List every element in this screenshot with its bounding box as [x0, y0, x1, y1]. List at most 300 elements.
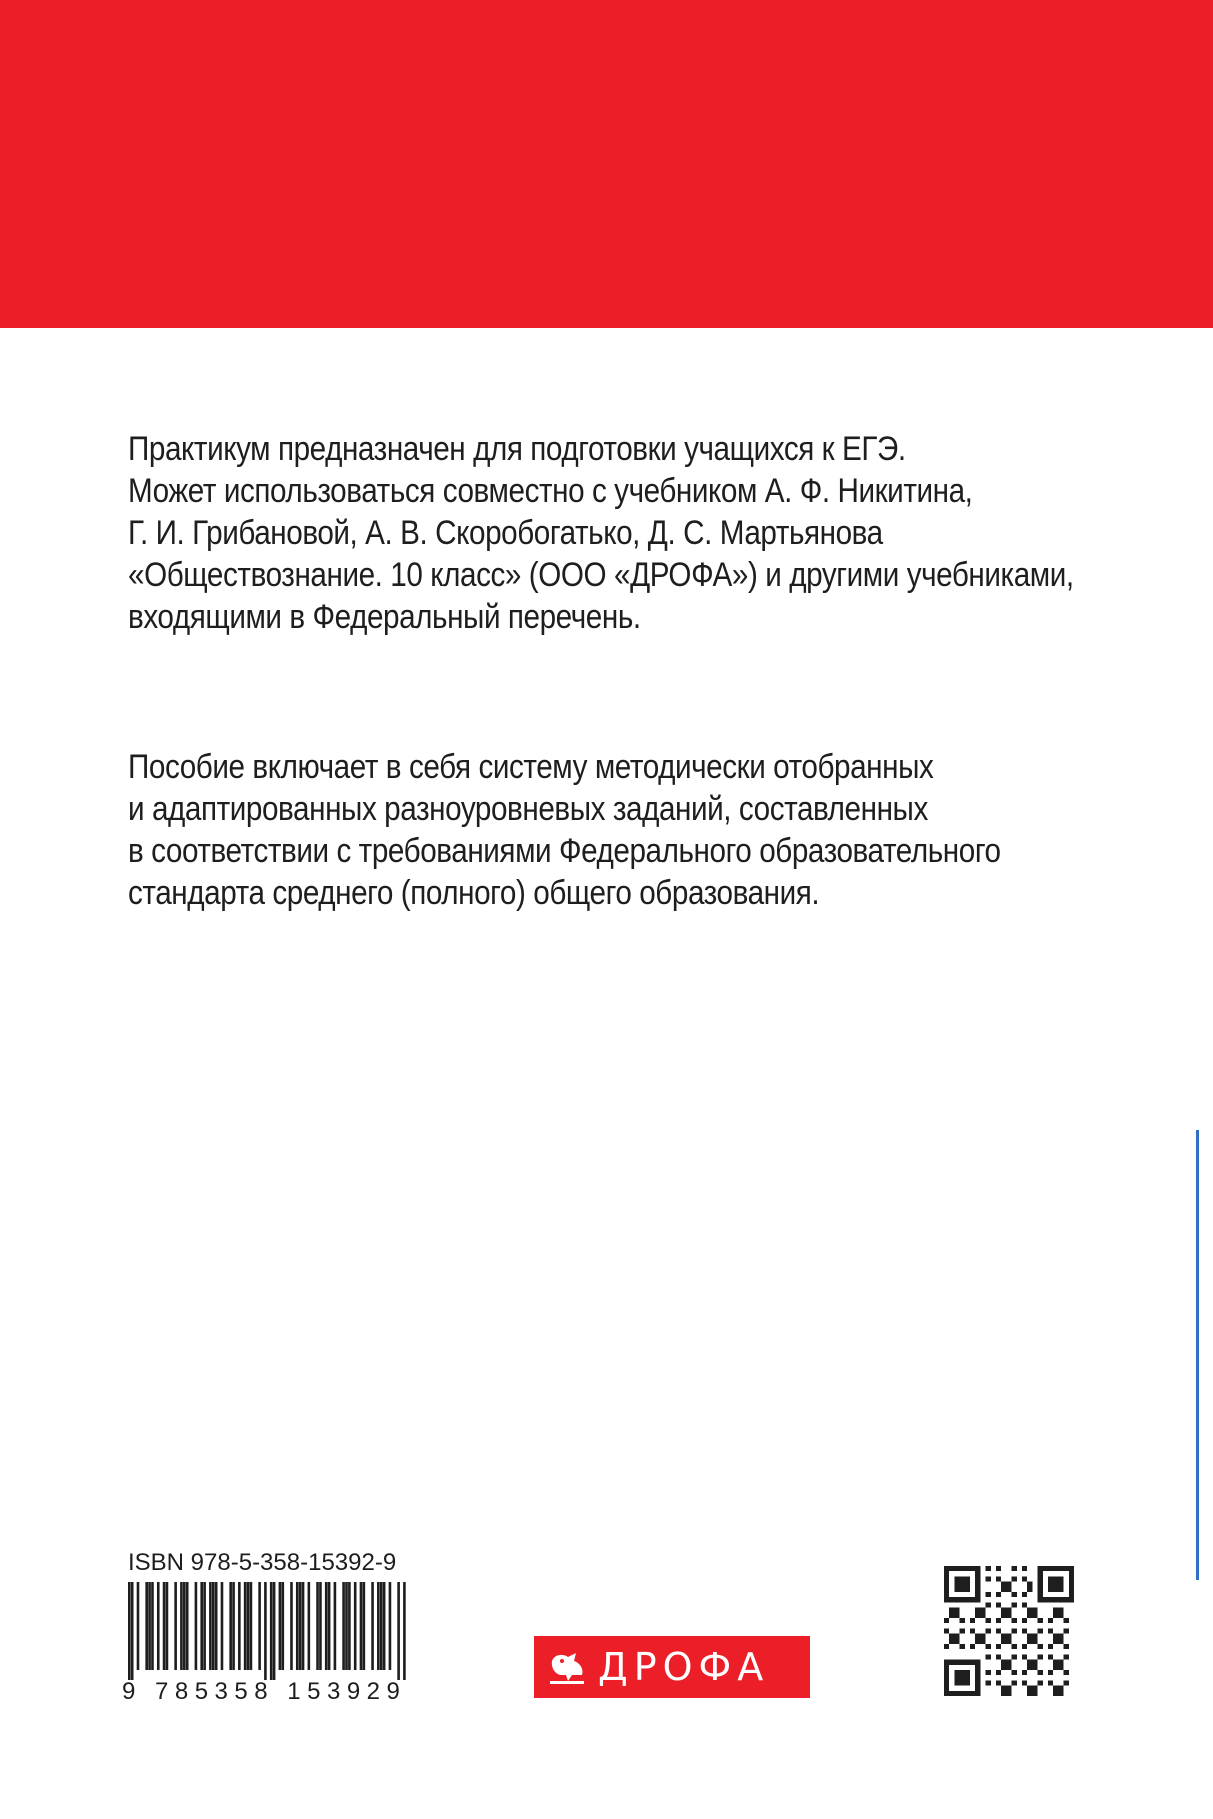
qr-module	[1006, 1639, 1011, 1644]
qr-module	[1069, 1582, 1074, 1587]
qr-module	[1064, 1566, 1069, 1571]
barcode-bar	[250, 1582, 253, 1670]
qr-module	[1053, 1566, 1058, 1571]
qr-module	[1053, 1639, 1058, 1644]
barcode-bar	[342, 1582, 345, 1670]
publisher-name: ДРОФА	[598, 1645, 770, 1689]
qr-module	[1058, 1597, 1063, 1602]
barcode-bar	[363, 1582, 366, 1670]
qr-module	[1012, 1592, 1017, 1597]
qr-module	[1038, 1680, 1043, 1685]
qr-module	[986, 1680, 991, 1685]
qr-module	[975, 1634, 980, 1639]
qr-module	[1022, 1654, 1027, 1659]
qr-module	[1058, 1634, 1063, 1639]
qr-module	[970, 1628, 975, 1633]
qr-module	[1048, 1582, 1053, 1587]
qr-module	[960, 1582, 965, 1587]
qr-module	[1001, 1582, 1006, 1587]
qr-module	[965, 1576, 970, 1581]
qr-module	[960, 1618, 965, 1623]
qr-module	[1027, 1691, 1032, 1696]
qr-module	[986, 1628, 991, 1633]
barcode-bar	[137, 1582, 140, 1670]
qr-module	[954, 1691, 959, 1696]
qr-module	[1038, 1644, 1043, 1649]
qr-module	[949, 1660, 954, 1665]
qr-module	[1053, 1686, 1058, 1691]
qr-module	[1069, 1587, 1074, 1592]
barcode-bar	[389, 1582, 392, 1670]
qr-module	[975, 1592, 980, 1597]
qr-module	[944, 1582, 949, 1587]
qr-module	[949, 1597, 954, 1602]
qr-module	[1027, 1587, 1032, 1592]
qr-module	[944, 1665, 949, 1670]
barcode-bar	[212, 1582, 215, 1670]
qr-module	[944, 1587, 949, 1592]
qr-module	[970, 1618, 975, 1623]
qr-module	[1001, 1665, 1006, 1670]
qr-module	[1032, 1660, 1037, 1665]
qr-module	[975, 1691, 980, 1696]
qr-module	[1048, 1644, 1053, 1649]
qr-module	[975, 1576, 980, 1581]
isbn-barcode	[128, 1582, 406, 1680]
qr-module	[970, 1660, 975, 1665]
qr-module	[975, 1566, 980, 1571]
qr-module	[986, 1670, 991, 1675]
qr-module	[1032, 1613, 1037, 1618]
qr-module	[944, 1566, 949, 1571]
barcode-bar	[316, 1582, 319, 1670]
qr-module	[954, 1680, 959, 1685]
qr-module	[965, 1597, 970, 1602]
barcode-bar	[186, 1582, 189, 1670]
barcode-bar	[180, 1582, 183, 1670]
qr-module	[996, 1680, 1001, 1685]
qr-module	[986, 1618, 991, 1623]
qr-module	[949, 1608, 954, 1613]
barcode-bar	[273, 1582, 276, 1680]
paragraph-line: входящими в Федеральный перечень.	[128, 598, 641, 636]
qr-module	[1022, 1618, 1027, 1623]
barcode-bar	[183, 1582, 186, 1670]
qr-module	[996, 1654, 1001, 1659]
qr-module	[1058, 1665, 1063, 1670]
qr-module	[1048, 1628, 1053, 1633]
qr-module	[1001, 1608, 1006, 1613]
qr-module	[1038, 1582, 1043, 1587]
barcode-bar	[371, 1582, 374, 1670]
qr-module	[1048, 1597, 1053, 1602]
qr-module	[949, 1566, 954, 1571]
barcode-bar	[299, 1582, 302, 1670]
qr-module	[1058, 1639, 1063, 1644]
barcode-digits: 9 785358 153929	[122, 1678, 407, 1705]
barcode-bar	[128, 1582, 131, 1680]
qr-module	[980, 1608, 985, 1613]
qr-module	[1012, 1680, 1017, 1685]
qr-module	[1043, 1566, 1048, 1571]
qr-module	[1038, 1571, 1043, 1576]
qr-module	[944, 1644, 949, 1649]
barcode-bar	[308, 1582, 311, 1670]
qr-module	[975, 1608, 980, 1613]
qr-module	[1043, 1597, 1048, 1602]
qr-module	[944, 1675, 949, 1680]
qr-module	[1012, 1644, 1017, 1649]
qr-module	[986, 1592, 991, 1597]
qr-module	[1027, 1634, 1032, 1639]
qr-module	[944, 1618, 949, 1623]
qr-module	[1001, 1691, 1006, 1696]
qr-module	[970, 1644, 975, 1649]
barcode-bar	[264, 1582, 267, 1680]
barcode-bar	[281, 1582, 284, 1670]
bird-logo-icon	[546, 1645, 590, 1689]
barcode-bar	[279, 1582, 282, 1670]
qr-module	[1038, 1597, 1043, 1602]
qr-module	[944, 1597, 949, 1602]
paragraph-line: Пособие включает в себя систему методически отобранных	[128, 748, 934, 786]
barcode-bar	[348, 1582, 351, 1670]
qr-module	[944, 1670, 949, 1675]
qr-module	[975, 1571, 980, 1576]
qr-module	[1038, 1618, 1043, 1623]
qr-module	[975, 1660, 980, 1665]
qr-module	[960, 1670, 965, 1675]
barcode-bar	[319, 1582, 322, 1670]
barcode-bar	[148, 1582, 151, 1670]
qr-module	[949, 1634, 954, 1639]
qr-module	[944, 1576, 949, 1581]
qr-module	[944, 1691, 949, 1696]
qr-module	[1053, 1665, 1058, 1670]
qr-module	[1069, 1566, 1074, 1571]
qr-module	[1022, 1680, 1027, 1685]
qr-module	[1027, 1608, 1032, 1613]
qr-module	[1048, 1670, 1053, 1675]
qr-module	[1053, 1613, 1058, 1618]
qr-module	[1027, 1639, 1032, 1644]
qr-module	[1001, 1587, 1006, 1592]
qr-module	[1027, 1665, 1032, 1670]
qr-module	[986, 1576, 991, 1581]
qr-module	[980, 1634, 985, 1639]
qr-module	[1069, 1592, 1074, 1597]
qr-module	[1006, 1691, 1011, 1696]
qr-module	[970, 1691, 975, 1696]
qr-module	[954, 1660, 959, 1665]
qr-module	[1001, 1686, 1006, 1691]
qr-module	[1006, 1686, 1011, 1691]
paragraph-line: «Обществознание. 10 класс» (ООО «ДРОФА») и другими учебниками,	[128, 556, 1074, 594]
barcode-bar	[174, 1582, 177, 1670]
barcode-bar	[334, 1582, 337, 1670]
barcode-bar	[345, 1582, 348, 1670]
qr-module	[1022, 1670, 1027, 1675]
qr-module	[954, 1634, 959, 1639]
qr-module	[1006, 1608, 1011, 1613]
barcode-bar	[166, 1582, 169, 1670]
qr-module	[1053, 1608, 1058, 1613]
qr-module	[996, 1670, 1001, 1675]
barcode-bar	[397, 1582, 400, 1680]
top-color-band	[0, 0, 1213, 328]
qr-module	[1012, 1618, 1017, 1623]
qr-module	[1006, 1587, 1011, 1592]
barcode-bar	[377, 1582, 380, 1670]
qr-module	[1069, 1597, 1074, 1602]
qr-module	[1053, 1576, 1058, 1581]
barcode-bar	[302, 1582, 305, 1670]
qr-module	[954, 1608, 959, 1613]
qr-module	[996, 1566, 1001, 1571]
barcode-bar	[131, 1582, 134, 1680]
barcode-bar	[151, 1582, 154, 1670]
qr-module	[1032, 1639, 1037, 1644]
barcode-bar	[232, 1582, 235, 1670]
barcode-bar	[296, 1582, 299, 1670]
qr-module	[1058, 1660, 1063, 1665]
qr-module	[1048, 1576, 1053, 1581]
qr-module	[975, 1613, 980, 1618]
qr-module	[1038, 1587, 1043, 1592]
qr-module	[1038, 1592, 1043, 1597]
barcode-bar	[325, 1582, 328, 1670]
qr-module	[1032, 1665, 1037, 1670]
qr-module	[1064, 1644, 1069, 1649]
paragraph-line: в соответствии с требованиями Федерального образовательного	[128, 832, 1001, 870]
qr-module	[1022, 1566, 1027, 1571]
paragraph-line: Г. И. Грибановой, А. В. Скоробогатько, Д. С. Мартьянова	[128, 514, 883, 552]
qr-module	[1053, 1660, 1058, 1665]
qr-module	[1022, 1644, 1027, 1649]
qr-module	[954, 1576, 959, 1581]
barcode-bar	[195, 1582, 198, 1670]
qr-module	[960, 1675, 965, 1680]
barcode-bar	[270, 1582, 273, 1680]
qr-module	[1027, 1660, 1032, 1665]
qr-module	[1038, 1576, 1043, 1581]
qr-module	[960, 1587, 965, 1592]
qr-module	[975, 1680, 980, 1685]
qr-module	[1038, 1654, 1043, 1659]
qr-module	[980, 1639, 985, 1644]
qr-module	[975, 1639, 980, 1644]
qr-module	[975, 1582, 980, 1587]
qr-module	[1064, 1654, 1069, 1659]
qr-module	[1027, 1686, 1032, 1691]
qr-module	[996, 1602, 1001, 1607]
qr-module	[996, 1618, 1001, 1623]
qr-module	[960, 1680, 965, 1685]
barcode-bar	[238, 1582, 241, 1670]
qr-module	[1032, 1634, 1037, 1639]
qr-module	[1038, 1670, 1043, 1675]
qr-module	[1006, 1634, 1011, 1639]
qr-module	[975, 1675, 980, 1680]
qr-module	[996, 1628, 1001, 1633]
barcode-bar	[383, 1582, 386, 1670]
barcode-bar	[200, 1582, 203, 1670]
qr-module	[975, 1597, 980, 1602]
qr-module	[1058, 1587, 1063, 1592]
qr-module	[1064, 1628, 1069, 1633]
qr-module	[960, 1566, 965, 1571]
qr-module	[1032, 1691, 1037, 1696]
qr-module	[996, 1576, 1001, 1581]
qr-module	[1012, 1602, 1017, 1607]
qr-module	[1064, 1618, 1069, 1623]
barcode-bar	[290, 1582, 293, 1670]
qr-module	[965, 1680, 970, 1685]
qr-module	[944, 1686, 949, 1691]
qr-module	[1064, 1597, 1069, 1602]
qr-module	[1053, 1691, 1058, 1696]
qr-module	[1058, 1686, 1063, 1691]
qr-module	[1069, 1571, 1074, 1576]
qr-module	[944, 1680, 949, 1685]
qr-module	[1058, 1608, 1063, 1613]
qr-module	[1038, 1628, 1043, 1633]
barcode-bar	[380, 1582, 383, 1670]
qr-module	[986, 1654, 991, 1659]
qr-module	[944, 1571, 949, 1576]
qr-module	[944, 1592, 949, 1597]
barcode-bar	[328, 1582, 331, 1670]
barcode-bar	[215, 1582, 218, 1670]
qr-module	[996, 1592, 1001, 1597]
qr-module	[1006, 1660, 1011, 1665]
qr-module	[965, 1587, 970, 1592]
barcode-bar	[163, 1582, 166, 1670]
qr-module	[949, 1613, 954, 1618]
qr-module	[975, 1686, 980, 1691]
qr-module	[1001, 1639, 1006, 1644]
qr-module	[954, 1670, 959, 1675]
qr-module	[954, 1597, 959, 1602]
paragraph-line: стандарта среднего (полного) общего образования.	[128, 874, 820, 912]
qr-module	[1053, 1582, 1058, 1587]
qr-module	[1053, 1597, 1058, 1602]
qr-module	[954, 1566, 959, 1571]
qr-module	[1006, 1665, 1011, 1670]
qr-module	[1064, 1670, 1069, 1675]
paragraph-line: Может использоваться совместно с учебником А. Ф. Никитина,	[128, 472, 973, 510]
description-paragraph-1	[128, 428, 1074, 638]
qr-module	[960, 1576, 965, 1581]
barcode-bar	[360, 1582, 363, 1670]
qr-module	[954, 1587, 959, 1592]
qr-code-icon	[944, 1566, 1074, 1696]
qr-module	[965, 1566, 970, 1571]
qr-module	[954, 1582, 959, 1587]
qr-module	[1058, 1566, 1063, 1571]
qr-module	[1048, 1654, 1053, 1659]
paragraph-line: Практикум предназначен для подготовки учащихся к ЕГЭ.	[128, 430, 906, 468]
barcode-bar	[209, 1582, 212, 1670]
isbn-label: ISBN 978-5-358-15392-9	[128, 1549, 397, 1576]
barcode-bar	[403, 1582, 406, 1680]
qr-module	[1012, 1576, 1017, 1581]
qr-module	[949, 1639, 954, 1644]
qr-module	[1053, 1634, 1058, 1639]
qr-module	[1032, 1686, 1037, 1691]
qr-module	[1027, 1613, 1032, 1618]
qr-module	[986, 1644, 991, 1649]
qr-module	[960, 1691, 965, 1696]
qr-module	[986, 1566, 991, 1571]
qr-module	[1022, 1628, 1027, 1633]
qr-module	[1038, 1566, 1043, 1571]
qr-module	[1022, 1576, 1027, 1581]
qr-module	[965, 1670, 970, 1675]
qr-module	[1001, 1613, 1006, 1618]
qr-module	[1001, 1660, 1006, 1665]
qr-module	[960, 1660, 965, 1665]
qr-module	[1012, 1566, 1017, 1571]
qr-module	[1058, 1691, 1063, 1696]
barcode-bar	[229, 1582, 232, 1670]
qr-module	[975, 1670, 980, 1675]
qr-module	[970, 1597, 975, 1602]
qr-module	[975, 1665, 980, 1670]
qr-module	[1012, 1654, 1017, 1659]
qr-module	[1064, 1680, 1069, 1685]
qr-module	[1069, 1576, 1074, 1581]
qr-module	[1006, 1613, 1011, 1618]
qr-module	[1058, 1576, 1063, 1581]
qr-module	[1058, 1582, 1063, 1587]
qr-module	[1012, 1628, 1017, 1633]
paragraph-line: и адаптированных разноуровневых заданий, составленных	[128, 790, 928, 828]
barcode-bar	[244, 1582, 247, 1670]
qr-module	[960, 1628, 965, 1633]
barcode-bar	[354, 1582, 357, 1670]
qr-module	[960, 1597, 965, 1602]
qr-module	[986, 1602, 991, 1607]
qr-module	[965, 1660, 970, 1665]
barcode-bar	[203, 1582, 206, 1670]
qr-module	[1032, 1608, 1037, 1613]
spine-edge-mark	[1196, 1130, 1199, 1580]
qr-module	[1048, 1587, 1053, 1592]
qr-module	[970, 1566, 975, 1571]
qr-module	[960, 1644, 965, 1649]
qr-module	[965, 1691, 970, 1696]
qr-module	[1053, 1587, 1058, 1592]
barcode-bar	[145, 1582, 148, 1670]
qr-module	[1048, 1680, 1053, 1685]
qr-module	[1001, 1634, 1006, 1639]
qr-module	[949, 1691, 954, 1696]
qr-module	[944, 1628, 949, 1633]
qr-module	[1058, 1613, 1063, 1618]
qr-module	[1022, 1602, 1027, 1607]
qr-module	[954, 1613, 959, 1618]
qr-module	[980, 1613, 985, 1618]
qr-module	[1022, 1592, 1027, 1597]
description-paragraph-2	[128, 746, 1022, 914]
barcode-bar	[157, 1582, 160, 1670]
qr-module	[954, 1639, 959, 1644]
qr-module	[954, 1675, 959, 1680]
qr-module	[1012, 1670, 1017, 1675]
qr-module	[965, 1675, 970, 1680]
qr-module	[975, 1587, 980, 1592]
